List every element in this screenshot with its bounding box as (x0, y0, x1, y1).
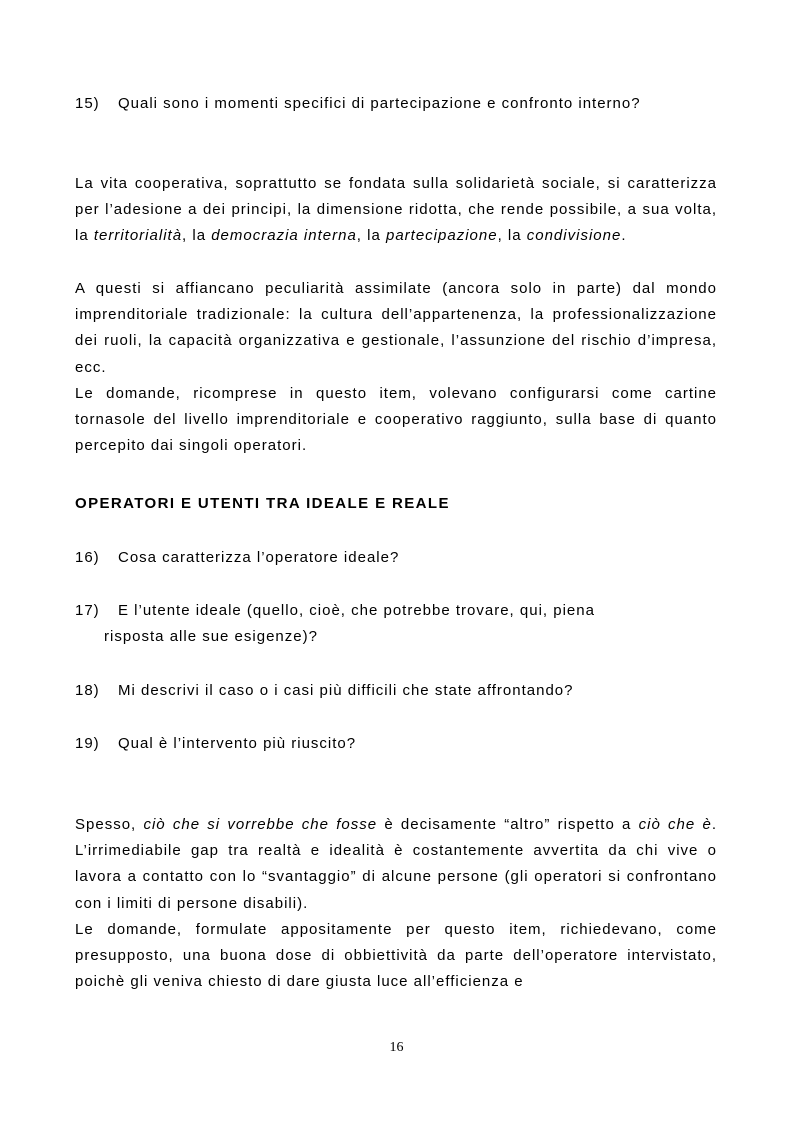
question-17 (75, 598, 717, 650)
question-18 (75, 678, 717, 704)
page-number: 16 (389, 1040, 404, 1055)
paragraph-principles: La vita cooperativa, soprattutto se fondata sulla solidarietà sociale, si caratterizza per l’adesione a dei principi, la dimensione ridotta, che rende possibile, a sua volta, la territorialità, la democrazia interna, la partecipazione, la condivisione. (75, 175, 717, 245)
question-number: 18) (75, 682, 100, 699)
paragraph-peculiarities: A questi si affiancano peculiarità assimilate (ancora solo in parte) dal mondo imprenditoriale tradizionale: la cultura dell’appartenenza, la professionalizzazione dei ruoli, la capacità organizzativa e gestionale, l’assunzione del rischio d’impresa, ecc. (75, 280, 717, 376)
question-16 (75, 545, 717, 571)
question-19 (75, 731, 717, 757)
italic-term: condivisione (526, 227, 622, 245)
section-heading: OPERATORI E UTENTI TRA IDEALE E REALE (75, 495, 450, 512)
question-text: E l’utente ideale (quello, cioè, che potrebbe trovare, qui, piena (118, 602, 595, 619)
question-number: 19) (75, 735, 100, 752)
question-text-continuation: risposta alle sue esigenze)? (104, 628, 318, 645)
question-number: 17) (75, 602, 100, 619)
document-page (75, 0, 717, 1123)
question-15 (75, 91, 717, 117)
paragraph-objectivity: Le domande, formulate appositamente per questo item, richiedevano, come presupposto, una buona dose di obbiettività da parte dell’operatore intervistato, poichè gli veniva chiesto di dare giusta luce all’efficienza e (75, 921, 717, 991)
italic-term: ciò che si vorrebbe che fosse (143, 816, 378, 833)
italic-term: partecipazione (385, 227, 498, 245)
question-text: Cosa caratterizza l’operatore ideale? (118, 549, 400, 566)
question-number: 16) (75, 549, 100, 566)
question-text: Mi descrivi il caso o i casi più difficili che state affrontando? (118, 682, 574, 699)
paragraph-gap: Spesso, ciò che si vorrebbe che fosse è decisamente “altro” rispetto a ciò che è. L’irrimediabile gap tra realtà e idealità è costantemente avvertita da chi vive o lavora a contatto con lo “svantaggio” di alcune persone (gli operatori si confrontano con i limiti di persone disabili). (75, 816, 717, 912)
italic-term: ciò che è (638, 816, 712, 833)
italic-term: democrazia interna (211, 227, 357, 245)
question-text: Qual è l’intervento più riuscito? (118, 735, 357, 752)
paragraph-questions-purpose: Le domande, ricomprese in questo item, volevano configurarsi come cartine tornasole del livello imprenditoriale e cooperativo raggiunto, sulla base di quanto percepito dai singoli operatori. (75, 385, 717, 455)
question-number: 15) (75, 95, 100, 112)
italic-term: territorialità (93, 227, 183, 245)
question-text: Quali sono i momenti specifici di partecipazione e confronto interno? (118, 95, 641, 112)
